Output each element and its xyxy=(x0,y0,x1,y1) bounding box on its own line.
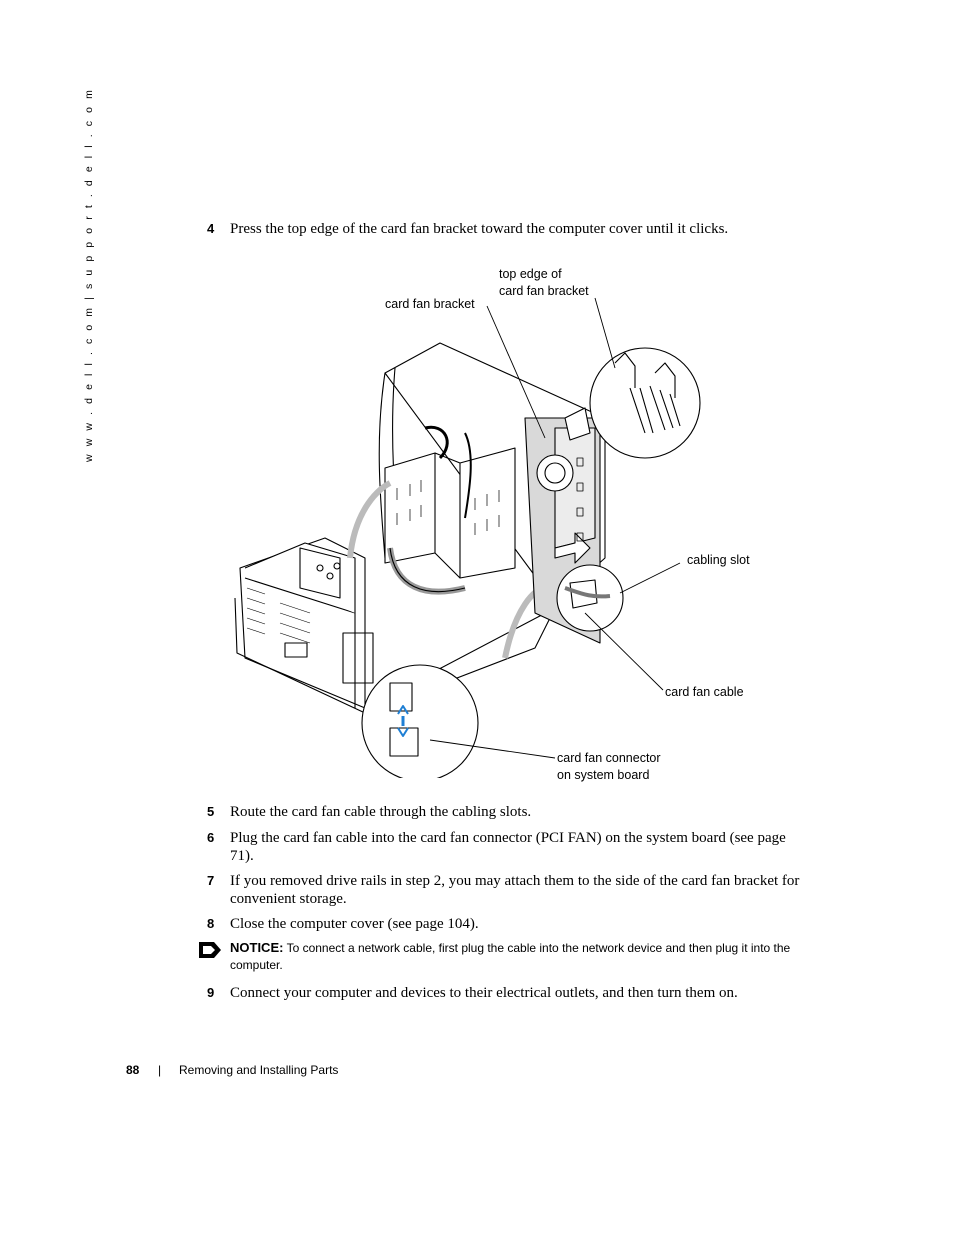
step-text: Route the card fan cable through the cabling slots. xyxy=(230,804,532,820)
notice-label: NOTICE: xyxy=(230,940,284,955)
footer-separator: | xyxy=(158,1063,162,1077)
step-number: 6 xyxy=(207,830,215,845)
step-text: Plug the card fan cable into the card fan connector (PCI FAN) on the system board (see page 71). xyxy=(230,830,786,864)
step-8 xyxy=(207,915,807,933)
callout-connector-line1: card fan connector xyxy=(557,751,661,765)
step-text: Press the top edge of the card fan bracket toward the computer cover until it clicks. xyxy=(230,221,729,237)
step-5 xyxy=(207,803,807,821)
callout-cabling-slot: cabling slot xyxy=(687,553,750,567)
step-number: 7 xyxy=(207,873,215,888)
step-text: Close the computer cover (see page 104). xyxy=(230,916,479,932)
notice-box xyxy=(197,939,807,974)
step-number: 8 xyxy=(207,916,215,931)
callout-card-fan-bracket: card fan bracket xyxy=(385,297,475,311)
step-number: 5 xyxy=(207,804,215,819)
callout-card-fan-cable: card fan cable xyxy=(665,685,744,699)
callout-connector-line2: on system board xyxy=(557,768,650,782)
step-text: If you removed drive rails in step 2, you may attach them to the side of the card fan bracket for convenient storage. xyxy=(230,873,800,907)
page-number: 88 xyxy=(126,1063,140,1077)
callout-connector xyxy=(557,750,661,784)
footer-section-title: Removing and Installing Parts xyxy=(179,1063,339,1077)
step-9 xyxy=(207,984,807,1002)
step-6 xyxy=(207,829,807,865)
callout-top-edge-line1: top edge of xyxy=(499,267,562,281)
callout-top-edge xyxy=(499,266,589,300)
step-4 xyxy=(207,220,807,238)
step-number: 9 xyxy=(207,985,215,1000)
notice-text: To connect a network cable, first plug the cable into the network device and then plug it into the computer. xyxy=(230,941,791,972)
step-7 xyxy=(207,872,807,908)
step-number: 4 xyxy=(207,221,215,236)
notice-icon xyxy=(197,939,222,961)
step-text: Connect your computer and devices to their electrical outlets, and then turn them on. xyxy=(230,985,738,1001)
side-url: w w w . d e l l . c o m | s u p p o r t . d e l l . c o m xyxy=(83,87,95,462)
callout-top-edge-line2: card fan bracket xyxy=(499,284,589,298)
